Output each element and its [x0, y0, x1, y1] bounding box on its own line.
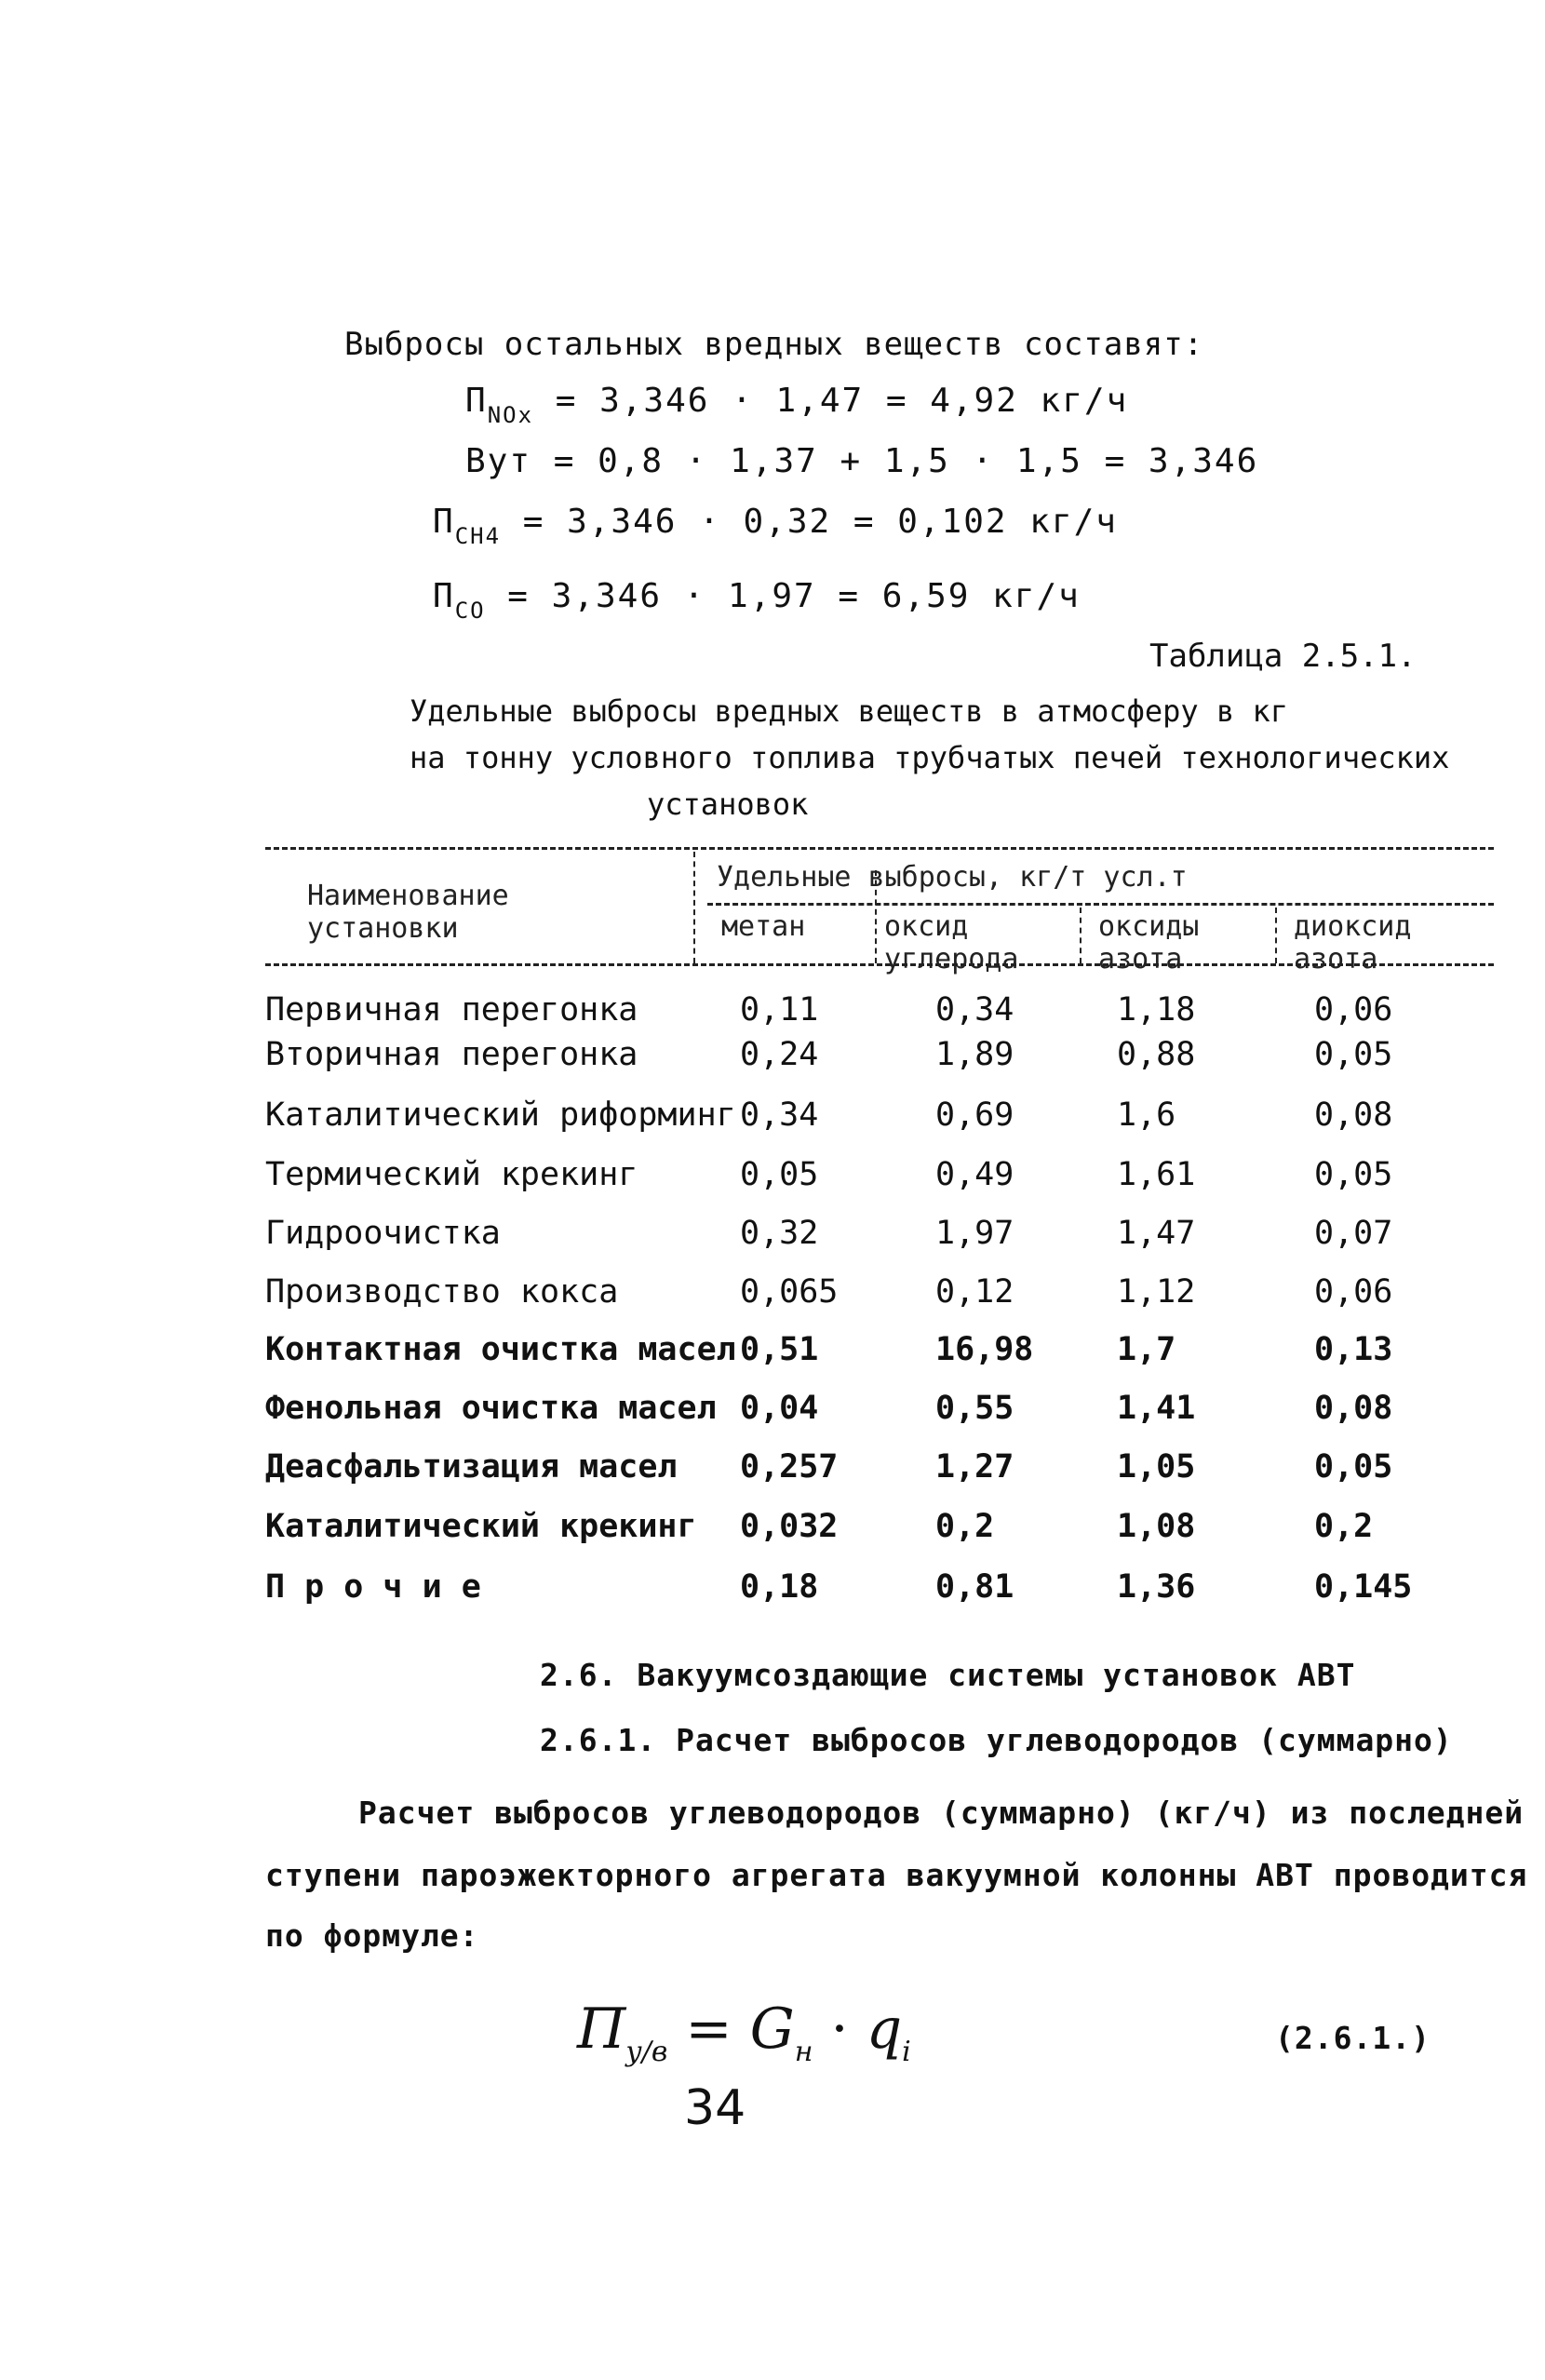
cell-co: 1,27	[935, 1448, 1014, 1486]
cell-methane: 0,51	[740, 1331, 819, 1368]
cell-methane: 0,257	[740, 1448, 839, 1486]
table-col-divider	[693, 852, 695, 963]
formula-nox	[465, 382, 1128, 428]
cell-nox: 1,18	[1117, 991, 1196, 1029]
cell-nox: 1,08	[1117, 1508, 1196, 1545]
header-group: Удельные выбросы, кг/т усл.т	[717, 861, 1188, 894]
cell-co: 0,55	[935, 1390, 1014, 1427]
cell-no2: 0,06	[1314, 991, 1393, 1029]
table-row	[0, 1096, 1545, 1150]
paragraph-line-3: по формуле:	[265, 1917, 479, 1954]
cell-co: 0,12	[935, 1273, 1014, 1311]
formula-co	[433, 577, 1081, 624]
row-name: Деасфальтизация масел	[265, 1448, 678, 1486]
formula-number: (2.6.1.)	[1275, 2020, 1431, 2056]
row-name: Термический крекинг	[265, 1156, 638, 1193]
cell-co: 0,34	[935, 991, 1014, 1029]
row-name: Вторичная перегонка	[265, 1036, 638, 1073]
cell-no2: 0,05	[1314, 1448, 1393, 1486]
cell-methane: 0,05	[740, 1156, 819, 1193]
table-label: Таблица 2.5.1.	[1149, 638, 1417, 675]
cell-no2: 0,05	[1314, 1156, 1393, 1193]
paragraph-line-2: ступени пароэжекторного агрегата вакуумной колонны АВТ проводится	[265, 1857, 1528, 1893]
formula-sub: CO	[454, 598, 486, 624]
cell-methane: 0,11	[740, 991, 819, 1029]
cell-methane: 0,032	[740, 1508, 839, 1545]
formula-ch4	[433, 503, 1118, 549]
header-col-nox: оксиды азота	[1098, 910, 1200, 975]
cell-methane: 0,34	[740, 1096, 819, 1134]
row-name: Гидроочистка	[265, 1215, 501, 1252]
header-col-methane: метан	[721, 910, 806, 943]
cell-no2: 0,08	[1314, 1390, 1393, 1427]
formula-lhs: П	[465, 382, 488, 420]
table-top-rule	[265, 847, 1494, 850]
table-col-divider	[1080, 908, 1082, 963]
table-row	[0, 1390, 1545, 1444]
formula-sub: CH4	[454, 523, 502, 549]
row-name: Фенольная очистка масел	[265, 1390, 717, 1427]
row-name: Каталитический риформинг	[265, 1096, 736, 1134]
cell-co: 0,2	[935, 1508, 995, 1545]
cell-no2: 0,145	[1314, 1568, 1413, 1606]
cell-methane: 0,32	[740, 1215, 819, 1252]
formula-rhs: = 3,346 · 1,97 = 6,59 кг/ч	[507, 577, 1081, 615]
cell-co: 0,69	[935, 1096, 1014, 1134]
cell-co: 0,49	[935, 1156, 1014, 1193]
formula-rhs: = 3,346 · 1,47 = 4,92 кг/ч	[555, 382, 1129, 420]
table-row	[0, 1331, 1545, 1385]
cell-nox: 1,41	[1117, 1390, 1196, 1427]
table-title-line-1: Удельные выбросы вредных веществ в атмосферу в кг	[410, 693, 1289, 729]
cell-no2: 0,05	[1314, 1036, 1393, 1073]
formula-lhs: Вут	[465, 442, 532, 480]
formula-dot: ·	[830, 1997, 849, 2062]
header-name-line-2: установки	[307, 912, 459, 945]
formula-q: q	[866, 1997, 903, 2062]
formula-vut	[465, 442, 1258, 480]
cell-co: 16,98	[935, 1331, 1034, 1368]
cell-methane: 0,065	[740, 1273, 839, 1311]
table-row	[0, 1273, 1545, 1327]
formula-sub: NOx	[487, 402, 534, 428]
cell-methane: 0,24	[740, 1036, 819, 1073]
formula-equals: =	[685, 1997, 732, 2062]
main-formula	[577, 1997, 911, 2068]
table-row	[0, 1508, 1545, 1562]
formula-q-sub: i	[902, 2036, 911, 2068]
formula-g: G	[749, 1997, 795, 2062]
formula-rhs: = 0,8 · 1,37 + 1,5 · 1,5 = 3,346	[553, 442, 1259, 480]
cell-no2: 0,07	[1314, 1215, 1393, 1252]
row-name: Каталитический крекинг	[265, 1508, 697, 1545]
row-name: П р о ч и е	[265, 1568, 481, 1606]
row-name: Контактная очистка масел	[265, 1331, 736, 1368]
cell-nox: 1,36	[1117, 1568, 1196, 1606]
cell-nox: 1,12	[1117, 1273, 1196, 1311]
subsection-heading: 2.6.1. Расчет выбросов углеводородов (суммарно)	[540, 1722, 1453, 1758]
cell-co: 1,89	[935, 1036, 1014, 1073]
cell-nox: 1,61	[1117, 1156, 1196, 1193]
section-heading: 2.6. Вакуумсоздающие системы установок АВТ	[540, 1657, 1356, 1693]
table-title-line-2: на тонну условного топлива трубчатых печей технологических	[410, 740, 1450, 775]
table-row	[0, 1156, 1545, 1210]
formula-lhs: П	[433, 577, 455, 615]
cell-co: 0,81	[935, 1568, 1014, 1606]
cell-nox: 1,6	[1117, 1096, 1176, 1134]
table-row	[0, 1036, 1545, 1090]
formula-rhs: = 3,346 · 0,32 = 0,102 кг/ч	[522, 503, 1118, 541]
cell-no2: 0,06	[1314, 1273, 1393, 1311]
cell-methane: 0,18	[740, 1568, 819, 1606]
header-col-co: оксид углерода	[884, 910, 1019, 975]
cell-nox: 1,47	[1117, 1215, 1196, 1252]
table-title-line-3: установок	[647, 787, 809, 822]
row-name: Производство кокса	[265, 1273, 619, 1311]
cell-no2: 0,08	[1314, 1096, 1393, 1134]
cell-nox: 1,05	[1117, 1448, 1196, 1486]
page-number: 34	[684, 2080, 746, 2136]
row-name: Первичная перегонка	[265, 991, 638, 1029]
formula-lhs: П	[577, 1997, 626, 2062]
header-col-no2: диоксид азота	[1294, 910, 1412, 975]
table-row	[0, 1448, 1545, 1502]
cell-nox: 1,7	[1117, 1331, 1176, 1368]
table-col-divider	[1275, 908, 1277, 963]
paragraph-line-1: Расчет выбросов углеводородов (суммарно) (кг/ч) из последней	[358, 1795, 1525, 1831]
cell-co: 1,97	[935, 1215, 1014, 1252]
formula-lhs: П	[433, 503, 455, 541]
cell-nox: 0,88	[1117, 1036, 1196, 1073]
table-group-rule	[707, 903, 1494, 906]
cell-no2: 0,13	[1314, 1331, 1393, 1368]
table-row	[0, 1568, 1545, 1622]
formula-lhs-sub: у/в	[625, 2036, 668, 2068]
formula-g-sub: н	[794, 2036, 813, 2068]
cell-methane: 0,04	[740, 1390, 819, 1427]
cell-no2: 0,2	[1314, 1508, 1374, 1545]
table-row	[0, 1215, 1545, 1269]
header-name-line-1: Наименование	[307, 880, 509, 912]
intro-text: Выбросы остальных вредных веществ составят:	[344, 326, 1204, 363]
